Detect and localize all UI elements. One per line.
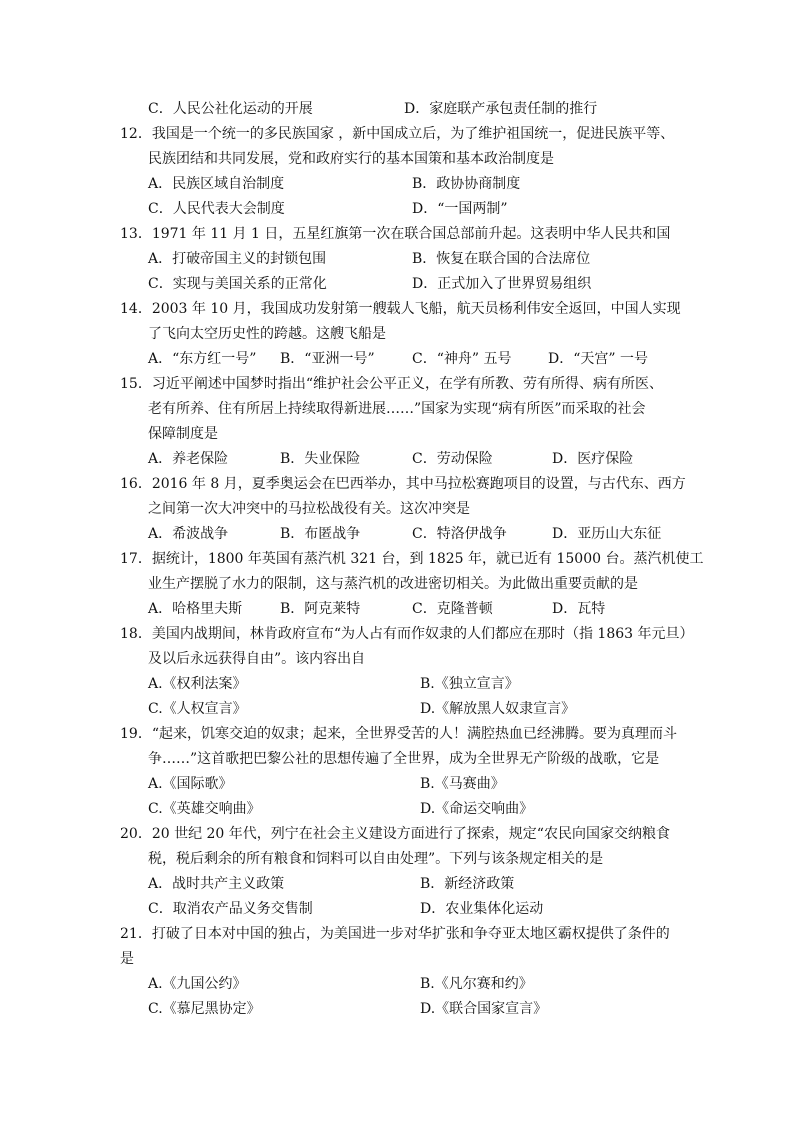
q12-option-b: B．政协协商制度: [412, 176, 521, 192]
q15-stem-line-2: 老有所养、住有所居上持续取得新进展……”国家为实现“病有所医”而采取的社会: [148, 401, 646, 417]
q16-stem-line-2: 之间第一次大冲突中的马拉松战役有关。这次冲突是: [148, 501, 470, 517]
q16-option-b: B．布匿战争: [280, 526, 361, 542]
q13-option-a: A．打破帝国主义的封锁包围: [148, 251, 327, 267]
q21-stem-line-2: 是: [120, 951, 134, 967]
q12-option-a: A．民族区域自治制度: [148, 176, 285, 192]
q16-stem-line-1: 16．2016 年 8 月，夏季奥运会在巴西举办，其中马拉松赛跑项目的设置，与古代东、西方: [120, 476, 686, 492]
q18-option-a: A.《权利法案》: [148, 676, 247, 692]
q14-option-a: A．“东方红一号”: [148, 351, 257, 367]
q16-option-c: C．特洛伊战争: [412, 526, 507, 542]
q18-stem-line-1: 18．美国内战期间，林肯政府宣布“为人占有而作奴隶的人们都应在那时（指 1863 年元旦）: [120, 626, 694, 642]
q15-stem-line-3: 保障制度是: [148, 426, 218, 442]
q19-stem-line-2: 争……”这首歌把巴黎公社的思想传遍了全世界，成为全世界无产阶级的战歌，它是: [148, 751, 660, 767]
q15-stem-line-1: 15．习近平阐述中国梦时指出“维护社会公平正义，在学有所教、劳有所得、病有所医、: [120, 376, 663, 392]
q15-option-a: A．养老保险: [148, 451, 229, 467]
q21-stem-line-1: 21．打破了日本对中国的独占，为美国进一步对华扩张和争夺亚太地区霸权提供了条件的: [120, 926, 670, 942]
q17-option-d: D．瓦特: [552, 601, 606, 617]
q20-stem-line-2: 税，税后剩余的所有粮食和饲料可以自由处理”。下列与该条规定相关的是: [148, 851, 604, 867]
q21-option-d: D.《联合国家宣言》: [420, 1001, 548, 1017]
q18-option-b: B.《独立宣言》: [420, 676, 519, 692]
q13-option-c: C．实现与美国关系的正常化: [148, 276, 327, 292]
q20-stem-line-1: 20．20 世纪 20 年代，列宁在社会主义建设方面进行了探索，规定“农民向国家交纳粮食: [120, 826, 670, 842]
q20-option-b: B．新经济政策: [420, 876, 515, 892]
q13-option-d: D．正式加入了世界贸易组织: [412, 276, 592, 292]
q18-option-d: D.《解放黑人奴隶宣言》: [420, 701, 576, 717]
q14-stem-line-1: 14．2003 年 10 月，我国成功发射第一艘载人飞船，航天员杨利伟安全返回，中国人实现: [120, 301, 681, 317]
q18-stem-line-2: 及以后永远获得自由”。该内容出自: [148, 651, 366, 667]
q20-option-c: C．取消农产品义务交售制: [148, 901, 313, 917]
q16-option-a: A．希波战争: [148, 526, 229, 542]
q11-option-c: C．人民公社化运动的开展: [148, 101, 313, 117]
q21-option-a: A.《九国公约》: [148, 976, 247, 992]
q18-option-c: C.《人权宣言》: [148, 701, 247, 717]
q11-option-d: D．家庭联产承包责任制的推行: [404, 101, 598, 117]
q15-option-d: D．医疗保险: [552, 451, 634, 467]
q17-stem-line-2: 业生产摆脱了水力的限制，这与蒸汽机的改进密切相关。为此做出重要贡献的是: [148, 576, 638, 592]
q19-option-a: A.《国际歌》: [148, 776, 233, 792]
q17-option-a: A．哈格里夫斯: [148, 601, 243, 617]
q21-option-c: C.《慕尼黑协定》: [148, 1001, 261, 1017]
q14-stem-line-2: 了飞向太空历史性的跨越。这艘飞船是: [148, 326, 386, 342]
q12-option-d: D．“一国两制”: [412, 201, 508, 217]
q14-option-c: C．“神舟” 五号: [412, 351, 512, 367]
q14-option-b: B．“亚洲一号”: [280, 351, 375, 367]
q20-option-d: D．农业集体化运动: [420, 901, 544, 917]
q17-option-c: C．克隆普顿: [412, 601, 493, 617]
q19-option-c: C.《英雄交响曲》: [148, 801, 261, 817]
q19-option-d: D.《命运交响曲》: [420, 801, 534, 817]
q17-stem-line-1: 17．据统计，1800 年英国有蒸汽机 321 台，到 1825 年，就已近有 15000 台。蒸汽机使工: [120, 551, 704, 567]
q13-stem-line-1: 13．1971 年 11 月 1 日，五星红旗第一次在联合国总部前升起。这表明中华人民共和国: [120, 226, 671, 242]
q12-option-c: C．人民代表大会制度: [148, 201, 285, 217]
q20-option-a: A．战时共产主义政策: [148, 876, 285, 892]
q15-option-b: B．失业保险: [280, 451, 361, 467]
q16-option-d: D．亚历山大东征: [552, 526, 662, 542]
q15-option-c: C．劳动保险: [412, 451, 493, 467]
q12-stem-line-2: 民族团结和共同发展，党和政府实行的基本国策和基本政治制度是: [148, 151, 554, 167]
q19-stem-line-1: 19．“起来，饥寒交迫的奴隶；起来，全世界受苦的人！满腔热血已经沸腾。要为真理而斗: [120, 726, 677, 742]
q19-option-b: B.《马赛曲》: [420, 776, 505, 792]
q17-option-b: B．阿克莱特: [280, 601, 361, 617]
q14-option-d: D．“天宫” 一号: [548, 351, 648, 367]
q12-stem-line-1: 12．我国是一个统一的多民族国家 ，新中国成立后，为了维护祖国统一，促进民族平等、: [120, 126, 675, 142]
q13-option-b: B．恢复在联合国的合法席位: [412, 251, 591, 267]
q21-option-b: B.《凡尔赛和约》: [420, 976, 533, 992]
